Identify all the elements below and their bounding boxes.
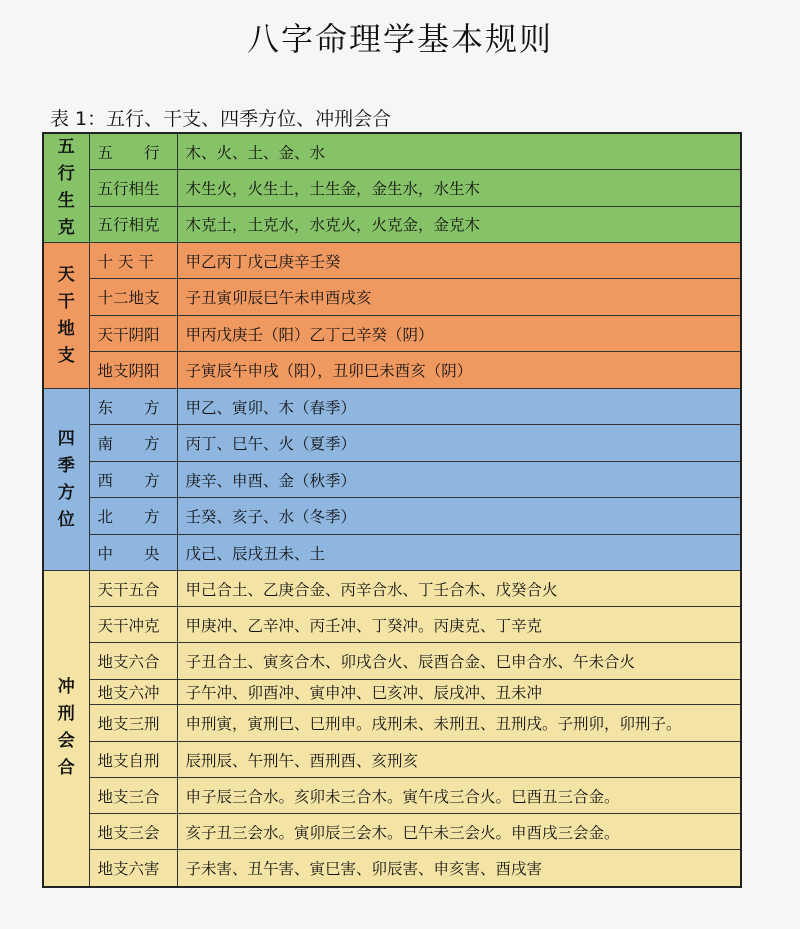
table-caption: 表 1：五行、干支、四季方位、冲刑会合 [50,108,392,130]
row-content: 庚辛、申酉、金（秋季） [177,462,741,498]
row-label: 地支六冲 [89,680,177,705]
row-content: 子丑合土、寅亥合木、卯戌合火、辰酉合金、巳申合水、午未合火 [177,643,741,680]
row-content: 木生火，火生土，土生金，金生水，水生木 [177,170,741,207]
row-label: 地支六害 [89,850,177,887]
category-char: 支 [57,345,75,366]
table-row [43,316,741,352]
row-label: 天干五合 [89,571,177,607]
category-char: 季 [57,455,75,476]
category-char: 方 [57,482,75,503]
table-row [43,389,741,425]
category-char: 冲 [57,677,75,698]
row-label: 中 央 [89,535,177,571]
table-row [43,425,741,462]
table-row [43,705,741,742]
category-char: 五 [57,137,75,157]
category-cell [43,133,89,243]
row-content: 甲乙丙丁戊己庚辛壬癸 [177,243,741,279]
row-label: 地支自刑 [89,742,177,778]
row-content: 申子辰三合水。亥卯未三合木。寅午戌三合火。巳酉丑三合金。 [177,778,741,814]
row-content: 丙丁、巳午、火（夏季） [177,425,741,462]
row-label: 地支六合 [89,643,177,680]
row-content: 戊己、辰戌丑未、土 [177,535,741,571]
row-label: 地支三合 [89,778,177,814]
table-row [43,206,741,243]
table-row [43,571,741,607]
category-cell [43,389,89,571]
table-row [43,643,741,680]
row-content: 木克土，土克水，水克火，火克金，金克木 [177,206,741,243]
category-char: 干 [57,291,75,312]
row-label: 北 方 [89,498,177,535]
category-char: 刑 [57,704,75,725]
table-row [43,170,741,207]
row-content: 亥子丑三会水。寅卯辰三会木。巳午未三会火。申酉戌三会金。 [177,814,741,850]
category-char: 合 [57,758,75,779]
row-label: 五行相生 [89,170,177,207]
category-label [44,426,89,534]
category-char: 会 [57,731,75,752]
table-row [43,680,741,705]
category-char: 生 [57,191,75,211]
row-label: 地支三刑 [89,705,177,742]
row-label: 天干冲克 [89,607,177,643]
table-row [43,607,741,643]
row-label: 地支阴阳 [89,352,177,389]
table-row [43,742,741,778]
row-content: 壬癸、亥子、水（冬季） [177,498,741,535]
row-content: 子未害、丑午害、寅巳害、卯辰害、申亥害、酉戌害 [177,850,741,887]
row-label: 地支三会 [89,814,177,850]
category-char: 行 [57,164,75,184]
row-label: 天干阴阳 [89,316,177,352]
row-content: 甲己合土、乙庚合金、丙辛合水、丁壬合木、戊癸合火 [177,571,741,607]
table-row [43,535,741,571]
table-row [43,462,741,498]
row-content: 辰刑辰、午刑午、酉刑酉、亥刑亥 [177,742,741,778]
row-content: 子午冲、卯酉冲、寅申冲、巳亥冲、辰戌冲、丑未冲 [177,680,741,705]
table-row [43,133,741,170]
page-title: 八字命理学基本规则 [246,20,553,58]
row-label: 五 行 [89,133,177,170]
category-label [44,134,89,242]
table-row [43,850,741,887]
table-row [43,279,741,316]
table-row [43,778,741,814]
row-label: 五行相克 [89,206,177,243]
table-row [43,352,741,389]
row-content: 申刑寅，寅刑巳、巳刑申。戌刑未、未刑丑、丑刑戌。子刑卯，卯刑子。 [177,705,741,742]
rules-table [42,132,742,888]
row-content: 子寅辰午申戌（阳），丑卯巳未酉亥（阴） [177,352,741,389]
row-content: 木、火、土、金、水 [177,133,741,170]
row-label: 东 方 [89,389,177,425]
category-label [44,262,89,370]
category-char: 位 [57,509,75,530]
row-label: 西 方 [89,462,177,498]
category-char: 四 [57,428,75,449]
table-row [43,498,741,535]
row-content: 甲庚冲、乙辛冲、丙壬冲、丁癸冲。丙庚克、丁辛克 [177,607,741,643]
row-content: 甲乙、寅卯、木（春季） [177,389,741,425]
row-label: 南 方 [89,425,177,462]
category-label [44,674,89,782]
row-label: 十 天 干 [89,243,177,279]
category-char: 地 [57,318,75,339]
table-row [43,243,741,279]
category-char: 天 [57,264,75,285]
row-content: 甲丙戊庚壬（阳）乙丁己辛癸（阴） [177,316,741,352]
category-cell [43,243,89,389]
table-row [43,814,741,850]
row-label: 十二地支 [89,279,177,316]
category-cell [43,571,89,887]
category-char: 克 [57,218,75,238]
row-content: 子丑寅卯辰巳午未申酉戌亥 [177,279,741,316]
